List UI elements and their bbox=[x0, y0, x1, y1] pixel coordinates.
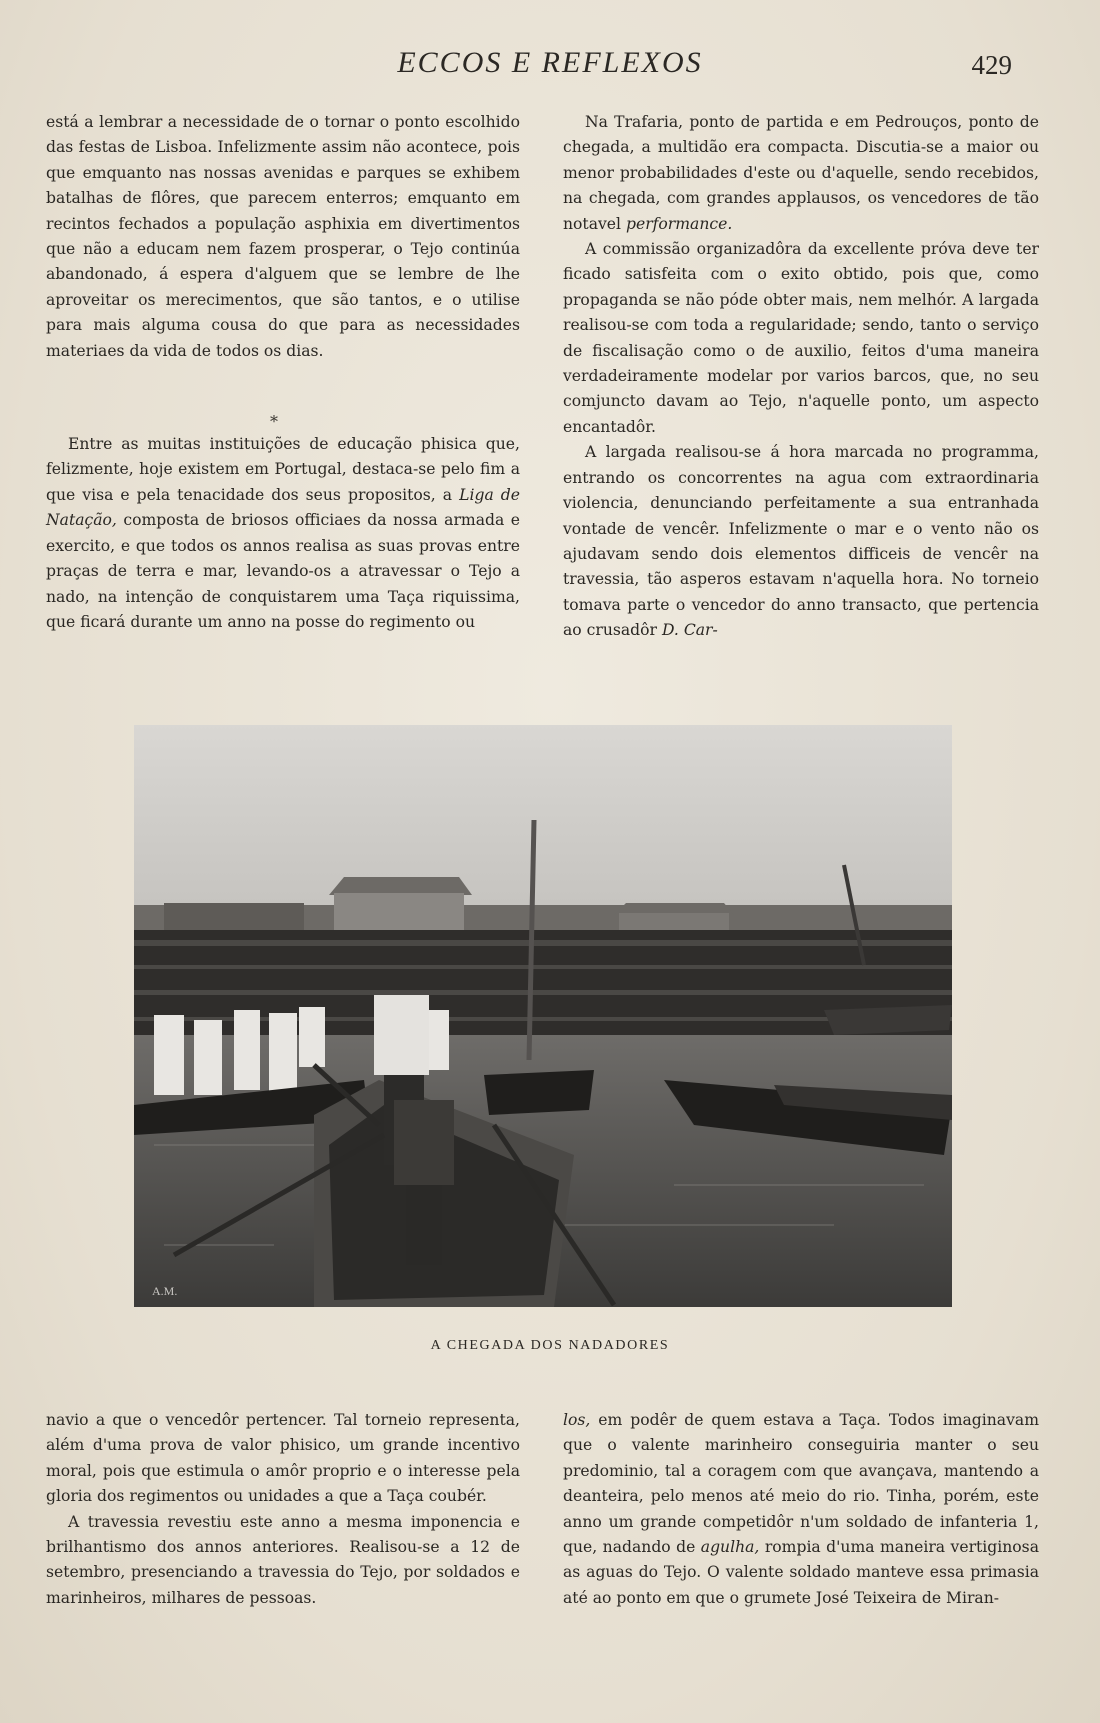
paragraph-text: Entre as muitas instituições de educação phisica que, felizmente, hoje existem em Portugal, destaca-se pelo fim a que visa e pela tenacidade dos seus propositos, a bbox=[46, 435, 520, 504]
paragraph: está a lembrar a necessidade de o tornar o ponto escolhido das festas de Lisboa. Infelizmente assim não acontece, pois que emquanto nas nossas avenidas e parques se exhibem batalhas de flôres, que parecem enterros; emquanto em recintos fechados a população asphixia em divertimentos que não a educam nem fazem prosperar, o Tejo continúa abandonado, á espera d'alguem que se lembre de lhe aproveitar os merecimentos, que são tantos, e o utilise para mais alguma cousa do que para as necessidades materiaes da vida de todos os dias. bbox=[46, 113, 520, 360]
paragraph: A commissão organizadôra da excellente próva deve ter ficado satisfeita com o exito obtido, pois que, como propaganda se não póde obter mais, nem melhór. A largada realisou-se com toda a regularidade; sendo, tanto o serviço de fiscalisação como o de auxilio, feitos d'uma maneira verdadeiramente modelar por varios barcos, que, no seu comjuncto davam ao Tejo, n'aquelle ponto, um aspecto encantadôr. bbox=[563, 240, 1039, 436]
italic-text: Liga de Natação, bbox=[46, 485, 520, 530]
paragraph: A travessia revestiu este anno a mesma imponencia e brilhantismo dos annos anteriores. Realisou-se a 12 de setembro, presenciando a travessia do Tejo, por soldados e marinheiros, milhares de pessoas. bbox=[46, 1512, 520, 1607]
italic-text: agulha, bbox=[700, 1538, 760, 1557]
paragraph-text: em podêr de quem estava a Taça. Todos imaginavam que o valente marinheiro conseguiria manter o seu predominio, tal a coragem com que avançava, mantendo a deanteira, pelo menos até meio do rio. Tinha, porém, este anno um grande competidôr n'um soldado de infanteria 1, que, nadando de bbox=[563, 1411, 1039, 1557]
paragraph: navio a que o vencedôr pertencer. Tal torneio representa, além d'uma prova de valor phisico, um grande incentivo moral, pois que estimula o amôr proprio e o interesse pela gloria dos regimentos ou unidades a que a Taça coubér. bbox=[46, 1411, 520, 1506]
italic-text: D. Car- bbox=[661, 621, 718, 640]
paragraph bbox=[46, 432, 520, 635]
sky bbox=[134, 725, 952, 925]
figure-caption: A CHEGADA DOS NADADORES bbox=[430, 1338, 670, 1353]
paragraph bbox=[563, 1408, 1039, 1611]
photograph-swimmers-arrival bbox=[134, 725, 952, 1307]
section-separator: * bbox=[270, 412, 278, 431]
italic-text: los, bbox=[563, 1411, 591, 1429]
page-number: 429 bbox=[971, 50, 1012, 80]
column-bottom-right bbox=[563, 1408, 1039, 1611]
italic-text: performance. bbox=[625, 214, 733, 233]
column-top-left bbox=[46, 110, 520, 635]
paragraph-text: rompia d'uma maneira vertiginosa as aguas do Tejo. O valente soldado manteve essa primasia até ao ponto em que o grumete José Teixeira de Miran- bbox=[563, 1538, 1039, 1607]
paragraph bbox=[563, 440, 1039, 643]
paragraph-text: A largada realisou-se á hora marcada no programma, entrando os concorrentes na agua com extraordinaria violencia, denunciando perfeitamente a sua entranhada vontade de vencêr. Infelizmente o mar e o vento não os ajudavam sendo dois elementos difficeis de vencêr na travessia, tão asperos estavam n'aquella hora. No torneio tomava parte o vencedor do anno transacto, que pertencia ao crusadôr bbox=[563, 443, 1039, 640]
running-title: ECCOS E REFLEXOS bbox=[397, 46, 703, 79]
photo-signature: A.M. bbox=[152, 1284, 178, 1298]
paragraph-text: composta de briosos officiaes da nossa armada e exercito, e que todos os annos realisa as suas provas entre praças de terra e mar, levando-os a atravessar o Tejo a nado, na intenção de conquistarem uma Taça riquissima, que ficará durante um anno na posse do regimento ou bbox=[46, 511, 520, 631]
photo-illustration bbox=[134, 725, 952, 1307]
paragraph bbox=[563, 110, 1039, 237]
paragraph-text: Na Trafaria, ponto de partida e em Pedrouços, ponto de chegada, a multidão era compacta. Discutia-se a maior ou menor probabilidades d'este ou d'aquelle, sendo recebidos, na chegada, com grandes applausos, os vencedores de tão notavel bbox=[563, 113, 1039, 233]
column-top-right bbox=[563, 110, 1039, 644]
column-bottom-left bbox=[46, 1408, 520, 1611]
